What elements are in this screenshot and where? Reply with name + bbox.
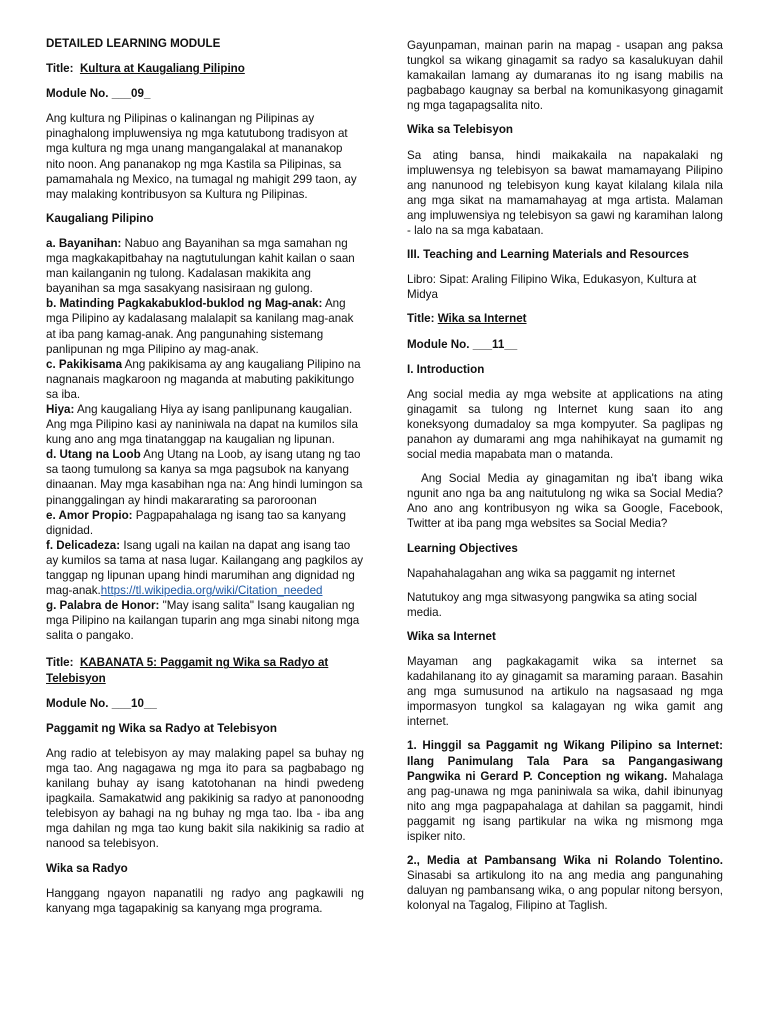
radyo-continued-paragraph: Gayunpaman, mainan parin na mapag - usapan ang paksa tungkol sa wikang ginagamit sa radyo sa kasalukuyan dahil kamakailan lamang ay dumaranas ito ng isang mabilis na pagbabago kaugnay sa berbal na komunikasyong ginagamit ng mga tagapagsalita nito. <box>407 39 723 113</box>
left-column <box>46 36 364 916</box>
introduction-heading: I. Introduction <box>407 362 485 376</box>
intro-paragraph: Ang kultura ng Pilipinas o kalinangan ng Pilipinas ay pinaghalong impluwensiya ng mga katutubong tradisyon at mga kultura ng mga unang mangangalakal at mananakop nito noon. Ang pananakop ng mga Kastila sa Pilipinas, sa pamamahala ng Mexico, na tumagal ng mahigit 299 taon, ay may malaking kontribusyon sa Kultura ng Pilipinas. <box>46 112 357 201</box>
list-item: Hiya: Ang kaugaliang Hiya ay isang panlipunang kaugalian. Ang mga Pilipino kasi ay naniniwala na dapat na kumilos sila kung ano ang mga tinatanggap na kaugalian ng lipunan. <box>46 402 358 447</box>
objective-item: Natutukoy ang mga sitwasyong pangwika sa ating social media. <box>407 590 698 619</box>
article-1 <box>407 738 723 844</box>
radyo-paragraph: Hanggang ngayon napanatili ng radyo ang pagkawili ng kanyang mga tagapakinig sa kanyang mga programa. <box>46 886 364 915</box>
module-heading: DETAILED LEARNING MODULE <box>46 37 221 50</box>
introduction-paragraph: Ang social media ay mga website at applications na ating ginagamit sa tulong ng Internet kung saan ito ang koneksyong dumadaloy sa mga kompyuter. Sa paglipas ng panahon ay dumarami ang mga nahihikayat na gumamit ng social media mapabata man o matanda. <box>407 387 723 462</box>
kaugalian-heading: Kaugaliang Pilipino <box>46 211 154 225</box>
list-item: c. Pakikisama Ang pakikisama ay ang kaugaliang Pilipino na nagnanais magkaroon ng maganda at mabuting pakikitungo sa iba. <box>46 357 361 401</box>
article-1-title: 1. Hinggil sa Paggamit ng Wikang Pilipino sa Internet: Ilang Panimulang Tala Para sa Pangangasiwang Pangwika ni Gerard P. Conception ng wikang. <box>407 739 723 783</box>
module-title-value: Kultura at Kaugaliang Pilipino <box>79 62 245 76</box>
article-2-title: 2., Media at Pambansang Wika ni Rolando Tolentino. <box>407 854 723 868</box>
article-2-text: Sinasabi sa artikulong ito na ang media ang pangunahing daluyan ng pambansang wika, o ang popular nitong bersyon, kolonyal na Tagalog, Filipino at Taglish. <box>407 869 723 913</box>
module-number-3: Module No. ___11__ <box>407 337 518 351</box>
module-number-3-value: ___11__ <box>472 337 518 351</box>
tv-paragraph: Sa ating bansa, hindi maikakaila na napakalaki ng impluwensya ng telebisyon sa bawat mamamayang Pilipino ang nanunood ng telebisyon kung kayat kilalang kilala nila ang mga sikat na mamamahayag at mga artista. Malaman ang impluwensiya ng telebisyon sa gawi ng karamihan lalong - lalo na sa mga kabataan. <box>407 148 723 238</box>
module-number-value: ___09_ <box>111 87 151 101</box>
module-title-2: Title: KABANATA 5: Paggamit ng Wika sa Radyo at Telebisyon <box>46 656 329 685</box>
module-title: Title: Kultura at Kaugaliang Pilipino <box>46 62 245 76</box>
section-3-heading: III. Teaching and Learning Materials and Resources <box>407 248 689 262</box>
objective-item: Napahahalagahan ang wika sa paggamit ng internet <box>407 566 676 580</box>
list-item: g. Palabra de Honor: "May isang salita" Isang kaugalian ng mga Pilipino na kailangan tuparin ang mga sinabi nitong mga salita o pangako. <box>46 599 360 643</box>
list-item: e. Amor Propio: Pagpapahalaga ng isang tao sa kanyang dignidad. <box>46 508 346 537</box>
kaugalian-list <box>46 236 364 644</box>
module-title-2-value: KABANATA 5: Paggamit ng Wika sa Radyo at Telebisyon <box>46 656 329 685</box>
citation-link[interactable]: https://tl.wikipedia.org/wiki/Citation_needed <box>100 584 323 598</box>
list-item: d. Utang na Loob Ang Utang na Loob, ay isang utang ng tao sa taong tumulong sa kanya sa mga pagsubok na kanyang dinaanan. May mga kasabihan nga na: Ang hindi lumingon sa pinanggalingan ay hindi makararating sa paroroonan <box>46 448 363 507</box>
paggamit-heading: Paggamit ng Wika sa Radyo at Telebisyon <box>46 721 277 735</box>
module-title-3-value: Wika sa Internet <box>437 312 527 326</box>
internet-paragraph: Mayaman ang pagkakagamit wika sa internet sa kadahilanang ito ay ginagamit sa maraming paraan. Basahin ang mga sumusunod na artikulo na nagsasaad ng mga impormasyon tungkol sa kalagayan ng wika gamit ang internet. <box>407 655 723 729</box>
article-1-text: Mahalaga ang pag-unawa ng mga paniniwala sa wika, dahil ibinunyag nito ang mga pagpapahalaga at dahilan sa paggamit, hindi paggamit ng isang partikular na wika ng mismong mga ispiker nito. <box>407 769 724 844</box>
module-number-2-value: ___10__ <box>111 696 157 710</box>
introduction-paragraph-2: Ang Social Media ay ginagamitan ng iba't ibang wika ngunit ano nga ba ang naitutulong ng wika sa Social Media? Ano ano ang kontribusyon ng wika sa Google, Facebook, Twitter at iba pang mga websites sa Social Media? <box>407 472 723 531</box>
module-title-3: Title: Wika sa Internet <box>407 312 527 326</box>
libro-line: Libro: Sipat: Araling Filipino Wika, Edukasyon, Kultura at Midya <box>407 273 697 302</box>
radyo-heading: Wika sa Radyo <box>46 861 128 875</box>
module-number-2: Module No. ___10__ <box>46 696 157 710</box>
paggamit-paragraph: Ang radio at telebisyon ay may malaking papel sa buhay ng mga tao. Ang nagagawa ng mga ito para sa pagbabago ng kanilang buhay ay isang katotohanan na hindi pwedeng ipagkaila. Samakatwid ang pakikinig sa radyo at panonoodng telebisyon ay bahagi na ng buhay ng mga tao. Iba - iba ang mga dahilan ng mga tao kung bakit sila nakikinig sa radio at nanood sa telebisyon. <box>46 746 364 851</box>
right-column <box>407 38 723 914</box>
module-number: Module No. ___09_ <box>46 87 151 101</box>
list-item: f. Delicadeza: Isang ugali na kailan na dapat ang isang tao ay kumilos sa tama at nasa lugar. Kailangang ang pagkilos ay tanggap ng lipunan upang hindi marumihan ang dignidad ng mag-anak.https://tl.wikipedia.org/wiki/Citation_needed <box>46 538 364 598</box>
tv-heading: Wika sa Telebisyon <box>407 123 513 137</box>
article-2 <box>407 853 723 913</box>
list-item: a. Bayanihan: Nabuo ang Bayanihan sa mga samahan ng mga magkakapitbahay na nagtutulungan kahit kailan o saan man kailanganin ng tulong. Kadalasan makikita ang bayanihan sa mga sasakyang nasisiraan ng gulong. <box>46 236 355 296</box>
objectives-heading: Learning Objectives <box>407 541 518 555</box>
list-item: b. Matinding Pagkakabuklod-buklod ng Mag-anak: Ang mga Pilipino ay kadalasang malalapit sa kanilang mag-anak at iba pang kamag-anak. Ang pangunahing sistemang panlipunan ng mga Pilipino ay mag-anak. <box>46 297 354 356</box>
internet-heading: Wika sa Internet <box>407 629 496 643</box>
